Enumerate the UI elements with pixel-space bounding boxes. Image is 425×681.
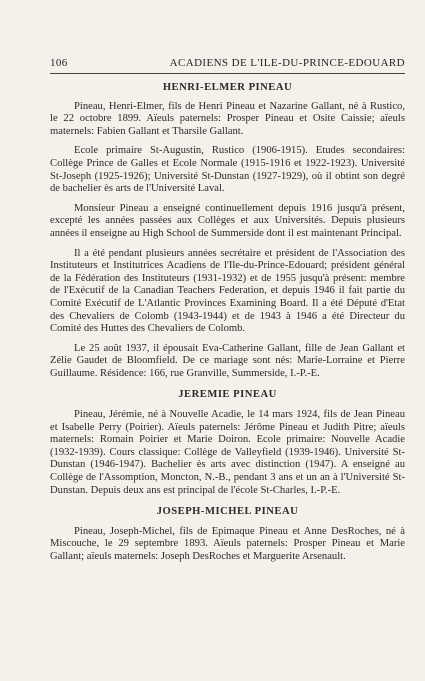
section-heading: JEREMIE PINEAU: [178, 389, 277, 401]
paragraph: Pineau, Jérémie, né à Nouvelle Acadie, le 14 mars 1924, fils de Jean Pineau et Isabelle Perry (Poirier). Aïeuls paternels: Jérôme Pineau et Judith Pitre; aïeuls maternels: Romain Poirier et Marie Doiron. Ecole primaire: Nouvelle Acadie (1932-1939). Cours classique: Collège de Valleyfield (1939-1946). Université St-Dunstan (1946-1947). Bachelier ès arts avec distinction (1947). A enseigné au Collège de l'Assomption, Moncton, N.-B., pendant 3 ans et un an à l'Université St-Dunstan. Depuis deux ans est principal de l'école St-Charles, I.-P.-E.: [50, 409, 405, 496]
paragraph: Ecole primaire St-Augustin, Rustico (1906-1915). Etudes secondaires: Collège Prince de Galles et Ecole Normale (1915-1916 et 1922-1923). Université St-Joseph (1925-1926); Université St-Dunstan (1927-1929), où il obtint son degré de bachelier ès arts de l'Université Laval.: [50, 145, 405, 195]
biography-jeremie-pineau: [50, 389, 405, 497]
paragraph: Pineau, Joseph-Michel, fils de Epimaque Pineau et Anne DesRoches, né à Miscouche, le 29 septembre 1893. Aïeuls paternels: Prosper Pineau et Marie Gallant; aïeuls maternels: Joseph DesRoches et Marguerite Arsenault.: [50, 525, 405, 562]
biography-joseph-michel-pineau: [50, 506, 405, 563]
paragraph: Pineau, Henri-Elmer, fils de Henri Pineau et Nazarine Gallant, né à Rustico, le 22 octobre 1899. Aïeuls paternels: Prosper Pineau et Osite Caissie; aïeuls maternels: Fabien Gallant et Tharsile Gallant.: [50, 100, 405, 137]
biography-henri-elmer-pineau: [50, 82, 405, 380]
section-heading: JOSEPH-MICHEL PINEAU: [156, 506, 299, 518]
section-heading: HENRI-ELMER PINEAU: [162, 82, 293, 93]
page-content: [50, 82, 405, 571]
header-rule: [50, 73, 405, 74]
paragraph: Monsieur Pineau a enseigné continuellement depuis 1916 jusqu'à présent, excepté les années passées aux Collèges et aux Universités. Depuis plusieurs années il enseigne au High School de Summerside dont il est maintenant Principal.: [50, 202, 405, 239]
paragraph: Il a été pendant plusieurs années secrétaire et président de l'Association des Instituteurs et Institutrices Acadiens de l'Ile-du-Prince-Edouard; président général de la Fédération des Instituteurs (1931-1932) et de 1955 jusqu'à présent: membre de l'Exécutif de la Canadian Teachers Federation, et depuis 1946 il fait partie du Comité Exécutif de L'Atlantic Provinces Examining Board. Il a été Député d'Etat des Chevaliers de Colomb (1943-1944) et de 1943 à 1946 a été Directeur du Comité des Huttes des Chevaliers de Colomb.: [50, 247, 405, 335]
paragraph: Le 25 août 1937, il épousait Eva-Catherine Gallant, fille de Jean Gallant et Zélie Gaudet de Bloomfield. De ce mariage sont nés: Marie-Lorraine et Pierre Guillaume. Résidence: 166, rue Granville, Summerside, I.-P.-E.: [50, 342, 405, 379]
running-title: ACADIENS DE L'ILE-DU-PRINCE-EDOUARD: [169, 57, 405, 69]
page-number: 106: [50, 57, 68, 69]
